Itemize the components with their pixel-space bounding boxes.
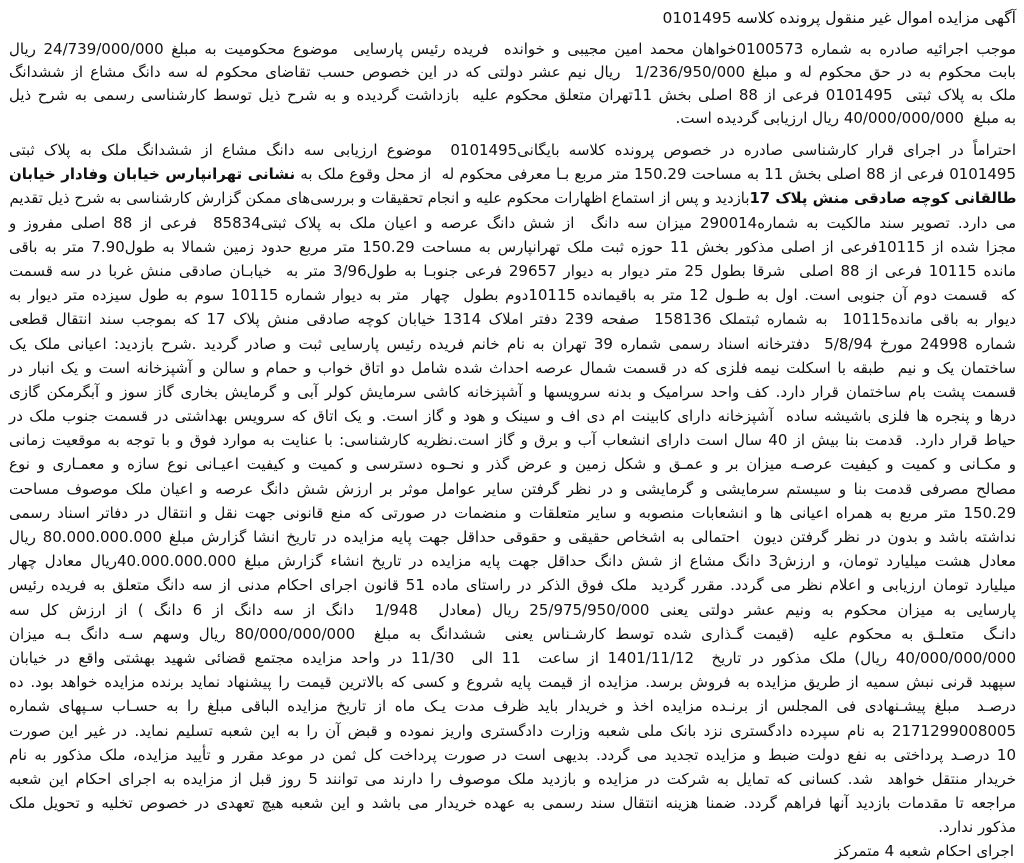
signature: اجرای احکام شعبه 4 متمرکز <box>834 842 1014 860</box>
line-text: می دارد. تصویر سند مالکیت به شماره290014 میزان سه دانگ از شش دانگ عرصه و اعیان ملک به پلاک ثبتی85834 فرعی از 88 اصلی مفروز و <box>9 213 1016 232</box>
report-line <box>8 477 1016 501</box>
report-line <box>8 694 1016 718</box>
report-line <box>8 573 1016 597</box>
intro-line <box>8 61 1016 84</box>
line-text: درها و پنجره ها فلزی باشیشه ساده آشپزخانه دارای کابینت ام دی اف و سینک و هود و گاز است. و یک اتاق که سرویس بهداشتی در قسمت جنوب ملک در <box>9 407 1016 426</box>
line-text: مراجعه تا مقدمات بازدید آنها فراهم گردد. ضمنا هزینه انتقال سند رسمی به عهده خریدار می باشد و این شعبه هیچ تعهدی در خصوص تخلیه و تحویل ملک <box>9 794 1016 813</box>
report-line <box>8 549 1016 573</box>
line-text: مصالح مصرفی قدمت بنا و سیستم سرمایشی و گرمایشی و در نظر گرفتن سایر عوامل موثر بر ارزش شش دانگ عرصه و اعیان ملک موصوف مساحت <box>9 479 1016 498</box>
line-text: احتراماً در اجرای قرار کارشناسی صادره در خصوص پرونده کلاسه بایگانی0101495 موضوع ارزیابی سه دانگ مشاع از ششدانگ ملک به پلاک ثبتی <box>9 141 1016 159</box>
line-text <box>9 162 1016 186</box>
line-text: 40/000/000/000 ریال) ملک مذکور در تاریخ 1401/11/12 از ساعت 11 الی 11/30 در واحد مزایده مجتمع قضائی شهید بهشتی واقع در خیابان <box>9 648 1016 667</box>
report-line <box>8 719 1016 743</box>
report-line <box>8 259 1016 283</box>
line-text: دانـگ متعلـق به محکوم علیه (قیمت گـذاری شده توسط کارشـناس یعنی ششدانگ به مبلغ 80/000/000/000 ریال وسهم سـه دانگ بـه میزان <box>9 624 1016 643</box>
notice-title: آگهی مزایده اموال غیر منقول پرونده کلاسه 0101495 <box>662 9 1016 27</box>
report-line <box>8 283 1016 307</box>
line-text: مانده 10115 فرعی از 88 اصلی شرقا بطول 25 متر دیوار به دیوار 29657 فرعی جنوبـا به طول3/96 متر به خیابـان صادقی منش غربا در سه قسمت <box>9 261 1016 280</box>
line-text: نداشته باشد و بدون در نظر گرفتن دیون احتمالی به اشخاص حقیقی و حقوقی حداقل جهت پایه مزایده در تاریخ انشا گزارش مبلغ 80.000.000.000 ریال <box>8 528 1016 546</box>
line-text: به مبلغ 40/000/000/000 ریال ارزیابی گردیده است. <box>675 109 1016 127</box>
line-text: خریدار منتقل خواهد شد. کسانی که تمایل به شرکت در مزایده و بازدید ملک موصوف را دارند می توانند 5 روز قبل از مزایده به اجرای احکام این شعبه <box>9 769 1016 788</box>
report-line <box>8 815 1016 839</box>
line-text: پارسایی به میزان محکوم به ونیم عشر دولتی یعنی 25/975/950/000 ریال (معادل 1/948 دانگ از سه دانگ از 6 دانگ ) از ارزش کل سه <box>9 600 1016 619</box>
intro-line <box>8 107 1016 130</box>
report-line <box>8 138 1016 162</box>
line-text: مجزا شده از 10115فرعی از اصلی مذکور بخش 11 حوزه ثبت ملک تهرانپارس به مساحت 150.29 متر مربع حدود زمین شمالا به طول7.90 متر به باقی <box>9 237 1016 256</box>
line-text: 10 درصـد پرداختی به نفع دولت ضبط و مزایده تجدید می گردد. بدیهی است در صورت پرداخت کل ثمن در موعد مقرر و تأیید مزایده، ملک مذکور به نام <box>9 745 1016 764</box>
line-text: بابت محکوم به در حق محکوم له و مبلغ 1/236/950/000 ریال نیم عشر دولتی که در این خصوص حسب تقاضای محکوم له سه دانگ مشاع از ششدانگ <box>9 63 1016 81</box>
line-text: 2171299008005 به نام سپرده دادگستری نزد بانک ملی شعبه وزارت دادگستری واریز نموده و قبض آن را به این شعبه تسلیم نماید. در غیر این صورت <box>9 721 1016 740</box>
report-line <box>8 356 1016 380</box>
report-line <box>8 501 1016 525</box>
report-line <box>8 307 1016 331</box>
report-line <box>8 162 1016 186</box>
line-text: میلیارد تومان ارزیابی و اعلام نظر می گردد. مقرر گردید ملک فوق الذکر در راستای ماده 51 قانون اجرای احکام مدنی از سه دانگ متعلق به فریده رئیس <box>9 576 1016 595</box>
line-text: مذکور ندارد. <box>938 818 1016 837</box>
line-text: شماره 24998 مورخ 5/8/94 دفترخانه اسناد رسمی شماره 39 تهران به نام خانم فریده رئیس پارسایی ثبت و صادر گردید .شرح بازدید: اعیانی ملک یک <box>9 334 1016 353</box>
report-line <box>8 380 1016 404</box>
line-text-part: 0101495 فرعی از 88 اصلی بخش 11 به مساحت 150.29 متر مربع بـا معرفی محکوم له از محل وقوع ملک به <box>295 165 1016 184</box>
line-text: 150.29 متر مربع به همراه اعیانی ها و انشعابات منصوبه و سایر متعلقات و منضمات در صورتی که منع قانونی جهت نقل و انتقال در دفاتر اسناد رسمی <box>9 503 1016 522</box>
line-text: که قسمت دوم آن جنوبی است. اول به طـول 12 متر به باقیمانده 10115دوم بطول چهار متر به دیوار شماره 10115 سوم به طول سیزده متر دیوار به <box>8 286 1016 305</box>
line-text: ساختمان یک و نیم طبقه با اسکلت نیمه فلزی که در قسمت شمال عرصه احداث شده شامل دو اتاق خواب و حمام و سالن و آشپزخانه است و یک انبار در <box>9 358 1016 377</box>
line-text: سپهبد قرنی نبش سمیه از طریق مزایده به فروش برسد. مزایده از قیمت پایه شروع و کسی که بالاترین قیمت را پیشنهاد نماید برنده مزایده خواهد بود. ده <box>9 673 1016 692</box>
intro-line <box>8 38 1016 61</box>
line-text: حیاط قرار دارد. قدمت بنا بیش از 40 سال است دارای انشعاب آب و برق و گاز است.نظریه کارشناسی: با عنایت به موارد فوق و با توجه به موقعیت زمانی <box>9 431 1016 450</box>
report-line <box>8 452 1016 476</box>
report-line <box>8 767 1016 791</box>
intro-line <box>8 84 1016 107</box>
report-line <box>8 646 1016 670</box>
line-text: قسمت پشت بام ساختمان قرار دارد. کف واحد سرامیک و بدنه سرویسها و آشپزخانه کاشی سرمایش کولر آبی و گرمایش بخاری گاز سوز و آبگرمکن گازی <box>9 382 1016 401</box>
report-line <box>8 670 1016 694</box>
report-paragraph <box>8 138 1016 839</box>
address-emphasis: طالقانی کوچه صادقی منش پلاک 17 <box>749 189 1016 208</box>
line-text: دیوار به باقی مانده10115 به شماره ثبتملک 158136 صفحه 239 دفتر املاک 1314 خیابان کوچه صادقی منش پلاک 17 که بموجب سند انتقال قطعی <box>8 310 1016 329</box>
line-text: موجب اجرائیه صادره به شماره 0100573خواهان محمد امین مجیبی و خوانده فریده رئیس پارسایی موضوع محکومیت به مبلغ 24/739/000/000 ریال <box>8 40 1016 58</box>
report-line <box>8 525 1016 549</box>
line-text-part: بازدید و پس از استماع اظهارات محکوم علیه و انجام تحقیقات و بررسی‌های ممکن گزارش کارشناسی به شرح ذیل تقدیم <box>9 189 750 208</box>
report-line <box>8 598 1016 622</box>
report-line <box>8 791 1016 815</box>
report-line <box>8 235 1016 259</box>
line-text: ملک به پلاک ثبتی 0101495 فرعی از 88 اصلی بخش 11تهران متعلق محکوم علیه بازداشت گردیده و به شرح ذیل توسط کارشناسی رسمی به شرح ذیل <box>9 86 1016 104</box>
line-text: درصـد مبلغ پیشـنهادی فی المجلس از برنـده مزایده اخذ و خریدار باید ظرف مدت یـک ماه از تاریخ مزایده الباقی مبلغ را به حسـاب سـپهای شماره <box>9 697 1016 716</box>
report-line <box>8 186 1016 210</box>
report-line <box>8 404 1016 428</box>
line-text: معادل هشت میلیارد تومان، و ارزش3 دانگ مشاع از شش دانگ حداقل جهت پایه مزایده در تاریخ انشاء گزارش مبلغ 40.000.000.000ریال معادل چهار <box>8 552 1016 571</box>
report-line <box>8 743 1016 767</box>
line-text <box>9 186 1016 210</box>
report-line <box>8 428 1016 452</box>
address-emphasis: نشانی تهرانپارس خیابان وفادار خیابان <box>9 165 296 184</box>
intro-paragraph <box>8 38 1016 130</box>
report-line <box>8 622 1016 646</box>
report-line <box>8 332 1016 356</box>
report-line <box>8 211 1016 235</box>
line-text: و مکـانی و کمیت و کیفیت عرصـه میزان بر و عمـق و شکل زمین و عرض گذر و نحـوه دسترسی و کمیت و کیفیت اعیـانی نوع سازه و معمـاری و نوع <box>9 455 1016 474</box>
